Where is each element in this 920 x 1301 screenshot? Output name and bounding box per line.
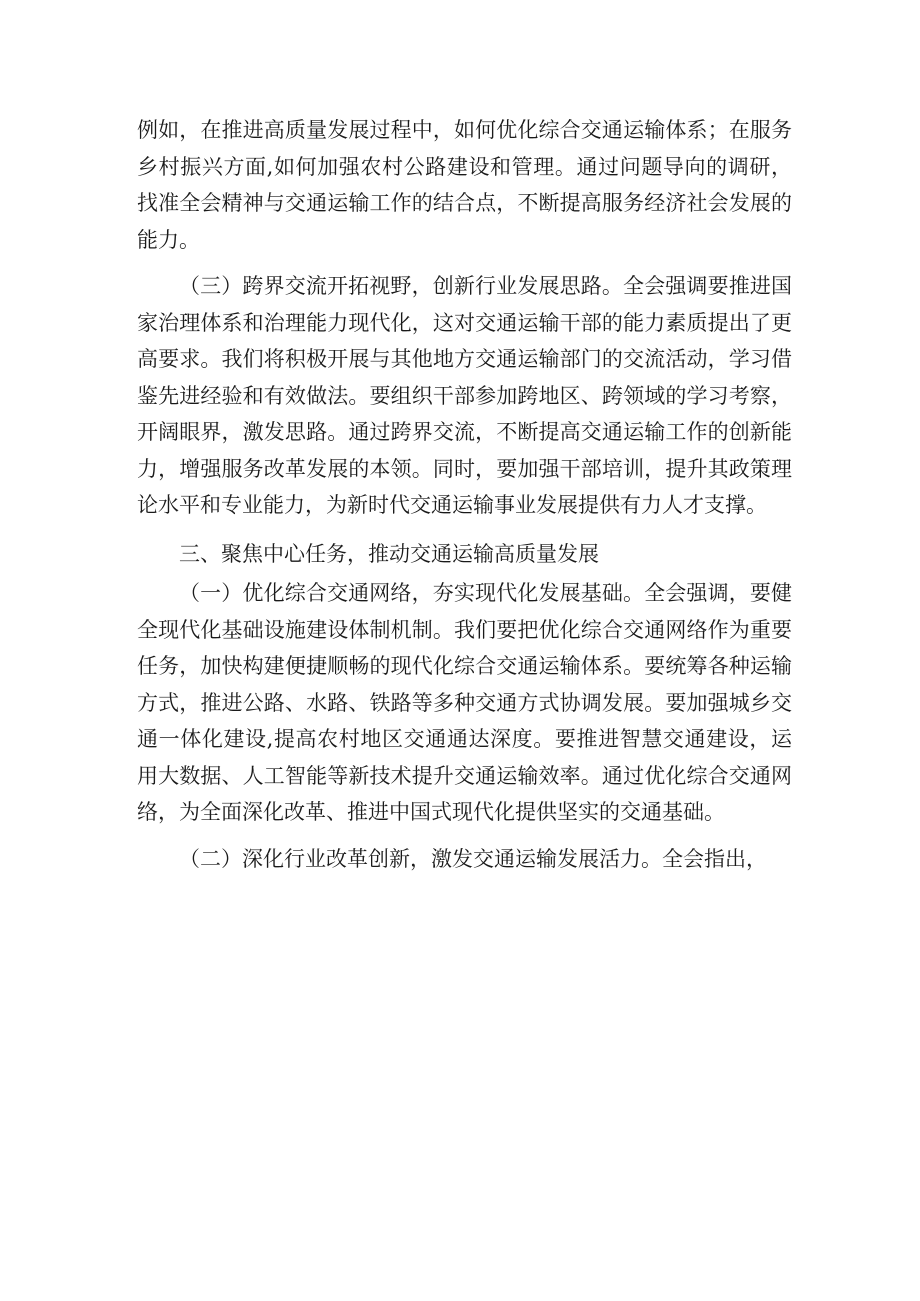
paragraph-2: （三）跨界交流开拓视野，创新行业发展思路。全会强调要推进国家治理体系和治理能力现代化，这对交通运输干部的能力素质提出了更高要求。我们将积极开展与其他地方交通运输部门的交流活动，学习借鉴先进经验和有效做法。要组织干部参加跨地区、跨领域的学习考察，开阔眼界，激发思路。通过跨界交流，不断提高交通运输工作的创新能力，增强服务改革发展的本领。同时，要加强干部培训，提升其政策理论水平和专业能力，为新时代交通运输事业发展提供有力人才支撑。 <box>137 274 792 517</box>
paragraph-3: （一）优化综合交通网络，夯实现代化发展基础。全会强调，要健全现代化基础设施建设体制机制。我们要把优化综合交通网络作为重要任务，加快构建便捷顺畅的现代化综合交通运输体系。要统筹各种运输方式，推进公路、水路、铁路等多种交通方式协调发展。要加强城乡交通一体化建设,提高农村地区交通通达深度。要推进智慧交通建设，运用大数据、人工智能等新技术提升交通运输效率。通过优化综合交通网络，为全面深化改革、推进中国式现代化提供坚实的交通基础。 <box>137 581 792 824</box>
paragraph-4: （二）深化行业改革创新，激发交通运输发展活力。全会指出， <box>179 846 767 871</box>
document-body <box>137 112 792 877</box>
paragraph-1: 例如，在推进高质量发展过程中，如何优化综合交通运输体系；在服务乡村振兴方面,如何加强农村公路建设和管理。通过问题导向的调研，找准全会精神与交通运输工作的结合点，不断提高服务经济社会发展的能力。 <box>137 118 792 252</box>
section-heading: 三、聚焦中心任务，推动交通运输高质量发展 <box>179 541 599 566</box>
